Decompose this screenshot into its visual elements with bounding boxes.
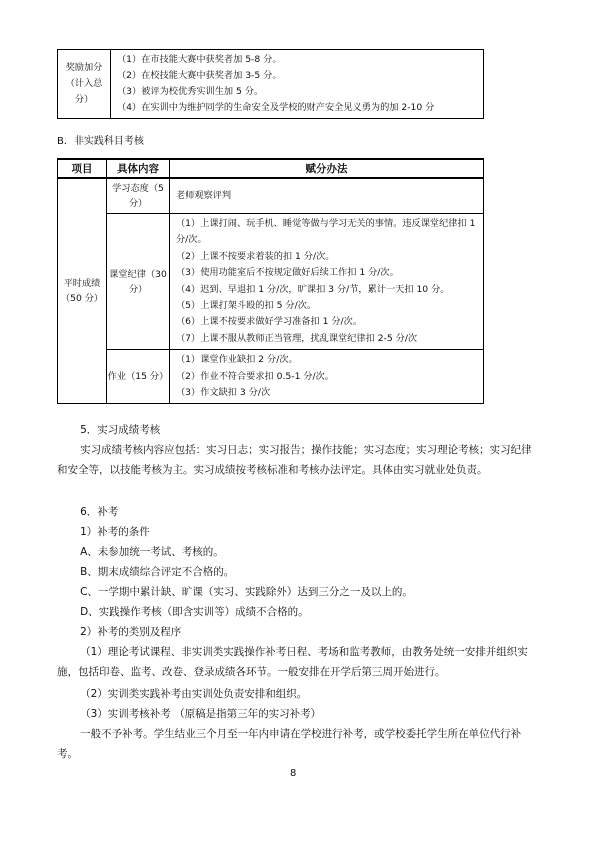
condition-b: B、期末成绩综合评定不合格的。 <box>80 566 235 578</box>
condition-a: A、未参加统一考试、考核的。 <box>80 546 224 558</box>
condition-d: D、实践操作考核（即含实训等）成绩不合格的。 <box>80 606 309 618</box>
s6-1-title: 1）补考的条件 <box>80 526 150 538</box>
procedure-1: （1）理论考试课程、非实训类实践操作补考日程、考场和监考教师，由教务处统一安排并组织实施，包括印卷、监考、改卷、登录成绩各环节。一般安排在开学后第三周开始进行。 <box>57 646 528 678</box>
procedure-3: （3）实训考核补考 （原稿是指第三年的实习补考） <box>80 708 322 720</box>
procedure-4: 一般不予补考。学生结业三个月至一年内申请在学校进行补考，或学校委托学生所在单位代行补考。 <box>57 728 522 760</box>
s6-2-title: 2）补考的类别及程序 <box>80 626 182 638</box>
s6-title: 6．补考 <box>80 506 119 518</box>
method-line: （2）上课不按要求着装的扣 1 分/次。 <box>176 250 335 262</box>
assessment-table <box>57 158 484 404</box>
content-discipline: 课堂纪律（30 分） <box>107 214 170 350</box>
method-homework <box>170 350 484 404</box>
method-line: （5）上课打架斗殴的扣 5 分/次。 <box>176 300 317 312</box>
header-project: 项目 <box>58 159 107 178</box>
procedure-2: （2）实训类实践补考由实训处负责安排和组织。 <box>80 688 308 700</box>
content-attitude: 学习态度（5 分） <box>107 178 170 214</box>
header-method: 赋分办法 <box>170 159 484 178</box>
reward-items <box>111 50 484 119</box>
reward-item: （1）在市技能大赛中获奖者加 5-8 分。 <box>117 54 282 65</box>
reward-table <box>57 49 484 119</box>
header-content: 具体内容 <box>107 159 170 178</box>
method-line: （3）作文缺扣 3 分/次 <box>176 387 271 399</box>
s5-title: 5．实习成绩考核 <box>80 424 161 436</box>
content-homework: 作业（15 分） <box>107 350 170 404</box>
section-b-title: B．非实践科目考核 <box>57 136 144 147</box>
method-line: （1）上课打闹、玩手机、睡觉等做与学习无关的事情。违反课堂纪律扣 1 分/次。 <box>176 218 476 246</box>
reward-label: 奖励加分（计入总分） <box>58 50 111 119</box>
condition-c: C、一学期中累计缺、旷课（实习、实践除外）达到三分之一及以上的。 <box>80 586 413 598</box>
reward-item: （4）在实训中为维护同学的生命安全及学校的财产安全见义勇为的加 2-10 分 <box>117 102 435 113</box>
page-number: 8 <box>290 768 297 779</box>
method-line: （4）迟到、早退扣 1 分/次，旷课扣 3 分/节，累计一天扣 10 分。 <box>176 283 450 295</box>
method-attitude <box>170 178 484 214</box>
method-line: 老师观察评判 <box>176 189 232 201</box>
project-cell: 平时成绩（50 分） <box>58 178 107 404</box>
reward-item: （2）在校技能大赛中获奖者加 3-5 分。 <box>117 70 282 81</box>
reward-item: （3）被评为校优秀实训生加 5 分。 <box>117 86 264 97</box>
method-discipline <box>170 214 484 350</box>
method-line: （1）课堂作业缺扣 2 分/次。 <box>176 354 298 366</box>
method-line: （2）作业不符合要求扣 0.5-1 分/次。 <box>176 370 334 382</box>
s5-text: 实习成绩考核内容应包括：实习日志；实习报告；操作技能；实习态度；实习理论考核；实习纪律和安全等，以技能考核为主。实习成绩按考核标准和考核办法评定。具体由实习就业处负责。 <box>57 444 532 476</box>
method-line: （6）上课不按要求做好学习准备扣 1 分/次。 <box>176 316 363 328</box>
method-line: （7）上课不服从教师正当管理，扰乱课堂纪律扣 2-5 分/次 <box>176 332 418 344</box>
method-line: （3）使用功能室后不按规定做好后续工作扣 1 分/次。 <box>176 267 399 279</box>
